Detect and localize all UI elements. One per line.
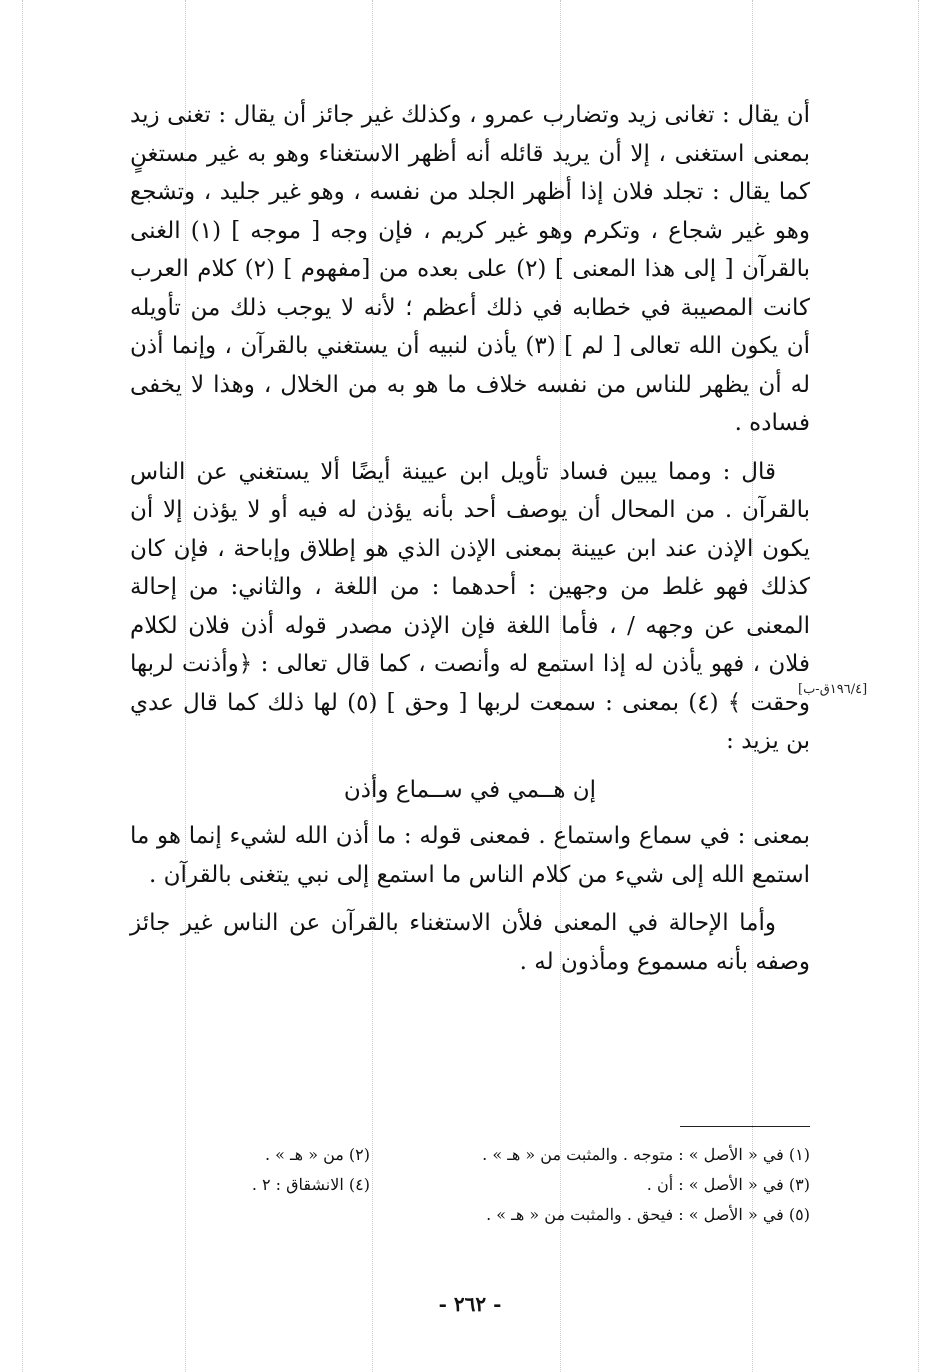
footnote-row bbox=[130, 1200, 810, 1230]
footnote-5: (٥) في « الأصل » : فيحق . والمثبت من « هـ » . bbox=[486, 1205, 810, 1224]
main-text bbox=[130, 96, 810, 991]
poetry-verse: إن هــمي في ســماع وأذن bbox=[343, 776, 597, 803]
paragraph-3: بمعنى : في سماع واستماع . فمعنى قوله : ما أذن الله لشيء إنما هو ما استمع الله إلى شيء من كلام الناس ما استمع إلى نبي يتغنى بالقرآن . bbox=[130, 823, 810, 888]
footnote-1: (١) في « الأصل » : متوجه . والمثبت من « هـ » . bbox=[482, 1145, 810, 1164]
footnote-4: (٤) الانشقاق : ٢ . bbox=[251, 1175, 370, 1194]
footnote-2: (٢) من « هـ » . bbox=[264, 1145, 370, 1164]
scan-guide-line bbox=[22, 0, 23, 1372]
page-number: - ٢٦٢ - bbox=[438, 1292, 502, 1316]
paragraph-1: أن يقال : تغانى زيد وتضارب عمرو ، وكذلك غير جائز أن يقال : تغنى زيد بمعنى استغنى ، إلا أن يريد قائله أنه أظهر الاستغناء وهو به غير مستغنٍ كما يقال : تجلد فلان إذا أظهر الجلد من نفسه ، وهو غير جليد ، وتشجع وهو غير شجاع ، وتكرم وهو غير كريم ، فإن وجه [ موجه ] (١) الغنى بالقرآن [ إلى هذا المعنى ] (٢) على بعده من [مفهوم ] (٢) كلام العرب كانت المصيبة في خطابه في ذلك أعظم ؛ لأنه لا يوجب ذلك من تأويله أن يكون الله تعالى [ لم ] (٣) يأذن لنبيه أن يستغني بالقرآن ، وإنما أذن له أن يظهر للناس من نفسه خلاف ما هو به من الخلال ، وهذا لا يخفى فساده . bbox=[130, 102, 810, 436]
footnote-row bbox=[130, 1140, 810, 1170]
footnote-row bbox=[130, 1170, 810, 1200]
footnote-3: (٣) في « الأصل » : أن . bbox=[646, 1175, 810, 1194]
paragraph-4: وأما الإحالة في المعنى فلأن الاستغناء بالقرآن عن الناس غير جائز وصفه بأنه مسموع ومأذون له . bbox=[130, 910, 810, 975]
paragraph-2: قال : ومما يبين فساد تأويل ابن عيينة أيضًا ألا يستغني عن الناس بالقرآن . من المحال أن يوصف أحد بأنه يؤذن له فيه أو لا يؤذن إلا أن يكون الإذن عند ابن عيينة بمعنى الإذن الذي هو إطلاق وإباحة ، فإن كان كذلك فهو غلط من وجهين : أحدهما : من اللغة ، والثاني: من إحالة المعنى عن وجهه / ، فأما اللغة فإن الإذن مصدر قوله أذن فلان لكلام فلان ، فهو يأذن له إذا استمع له وأنصت ، كما قال تعالى : ﴿وأذنت لربها وحقت ﴾ (٤) بمعنى : سمعت لربها [ وحق ] (٥) لها ذلك كما قال عدي بن يزيد : bbox=[130, 458, 811, 754]
footnotes bbox=[130, 1140, 810, 1230]
manuscript-folio-note: [١٩٦/٤ق-ب] bbox=[798, 682, 868, 697]
footnote-separator bbox=[680, 1126, 810, 1127]
